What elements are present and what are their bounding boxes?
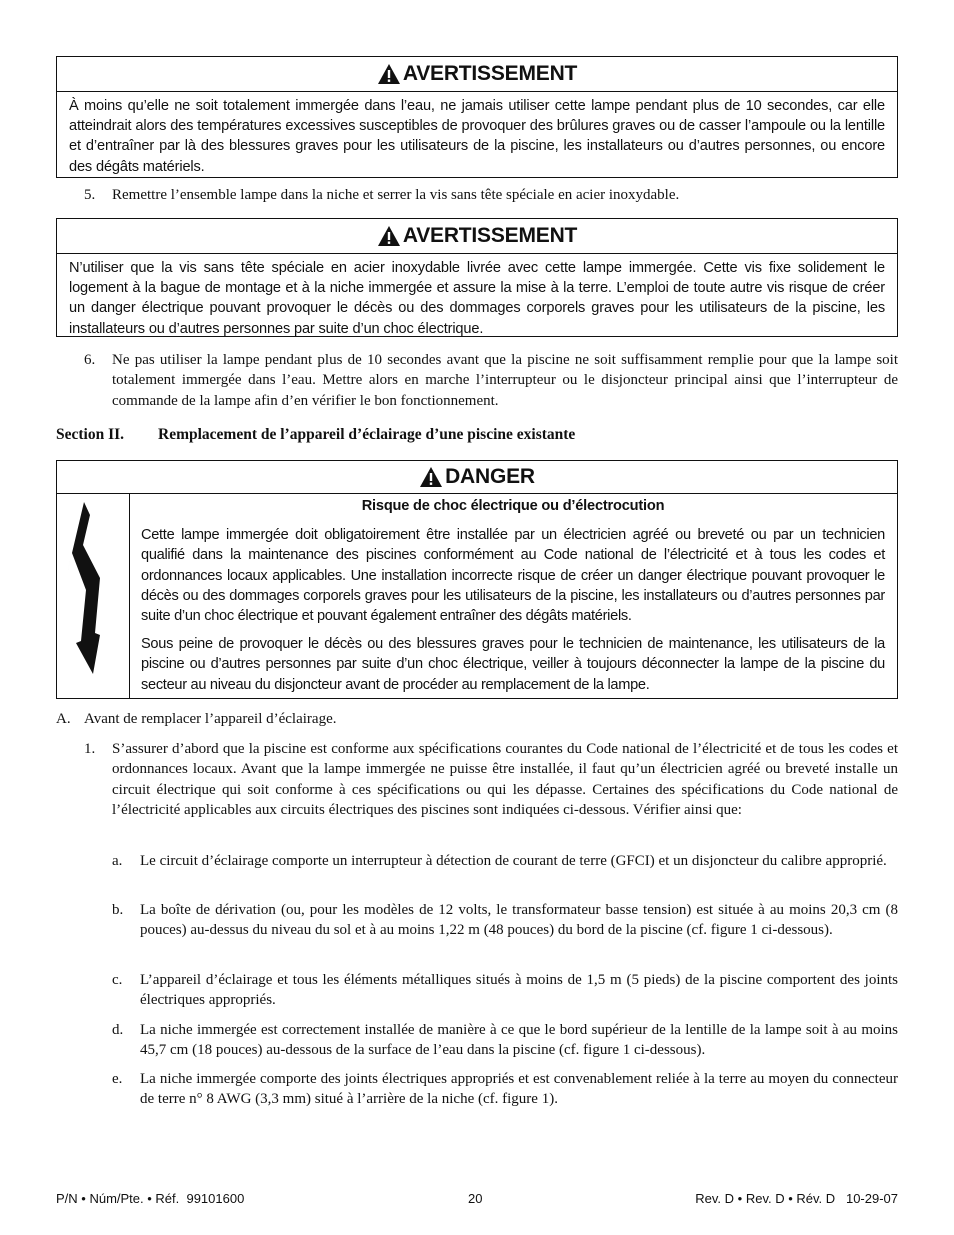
- step-5-text: Remettre l’ensemble lampe dans la niche et serrer la vis sans tête spéciale en acier inoxydable.: [112, 187, 680, 203]
- subitem-label: d.: [112, 1022, 124, 1038]
- danger-paragraph-2: Sous peine de provoquer le décès ou des blessures graves pour le technicien de maintenance, les utilisateurs de la piscine ou d’autres personnes par suite d’un choc électrique, veiller à toujours déconnecter la lampe de la piscine du secteur au niveau du disjoncteur avant de procéder au remplacement de la lampe.: [141, 636, 885, 693]
- subitem-text: L’appareil d’éclairage et tous les éléments métalliques situés à moins de 1,5 m (5 pieds) de la piscine comportent des joints électriques appropriés.: [140, 972, 898, 1009]
- warning-header: [57, 219, 897, 254]
- footer-page-number: 20: [468, 1191, 483, 1206]
- danger-content: [130, 493, 897, 698]
- subitem-label: a.: [112, 853, 123, 869]
- item-a-label: A.: [56, 711, 71, 727]
- subitem-label: b.: [112, 902, 124, 918]
- warning-triangle-icon: [377, 63, 401, 85]
- warning-title: AVERTISSEMENT: [402, 62, 578, 85]
- danger-box: [56, 460, 898, 699]
- danger-paragraph-1: Cette lampe immergée doit obligatoirement être installée par un électricien agréé ou breveté ou par un technicien qualifié dans la maintenance des piscines conformément au Code national de l’électricité et à tous les codes et ordonnances locaux applicables. Une installation incorrecte risque de créer un danger électrique pouvant provoquer le décès ou des dommages corporels graves pour les utilisateurs de la piscine, les installateurs ou d’autres personnes par suite d’un choc électrique et pouvant également entraîner des dégâts matériels.: [141, 527, 885, 625]
- danger-header: [57, 461, 897, 494]
- item-a-text: Avant de remplacer l’appareil d’éclairage.: [84, 711, 337, 727]
- subitem-text: La niche immergée comporte des joints électriques appropriés et est convenablement reliée à la terre au moyen du connecteur de terre n° 8 AWG (3,3 mm) situé à l’arrière de la niche (cf. figure 1).: [140, 1071, 898, 1108]
- warning-box-1: [56, 56, 898, 178]
- section-label: Section II.: [56, 426, 125, 443]
- subitem-label: e.: [112, 1071, 123, 1087]
- warning-header: [57, 57, 897, 92]
- step-6-number: 6.: [84, 352, 96, 368]
- subitem-text: Le circuit d’éclairage comporte un interrupteur à détection de courant de terre (GFCI) et un disjoncteur du calibre approprié.: [140, 853, 887, 869]
- step-1-number: 1.: [84, 741, 96, 757]
- subitem-text: La boîte de dérivation (ou, pour les modèles de 12 volts, le transformateur basse tension) est située à au moins 20,3 cm (8 pouces) au-dessus du niveau du sol et à au moins 1,22 m (48 pouces) du bord de la piscine (cf. figure 1 ci-dessous).: [140, 902, 898, 939]
- footer-part-number: P/N • Núm/Pte. • Réf. 99101600: [56, 1191, 245, 1206]
- warning-box-2: [56, 218, 898, 337]
- warning-title: AVERTISSEMENT: [402, 224, 578, 247]
- warning-text: À moins qu’elle ne soit totalement immergée dans l’eau, ne jamais utiliser cette lampe pendant plus de 10 secondes, car elle atteindrait alors des températures excessives susceptibles de provoquer des brûlures graves ou de casser l’ampoule ou la lentille et d’entraîner par là des blessures graves pour les utilisateurs de la piscine, les installateurs ou d’autres personnes, ou encore des dégâts matériels.: [69, 98, 885, 175]
- subitem-label: c.: [112, 972, 123, 988]
- section-title: Remplacement de l’appareil d’éclairage d’une piscine existante: [158, 426, 576, 443]
- step-6-text: Ne pas utiliser la lampe pendant plus de 10 secondes avant que la piscine ne soit suffisamment remplie pour que la lampe soit totalement immergée dans l’eau. Mettre alors en marche l’interrupteur ou le disjoncteur principal ainsi que l’interrupteur de commande de la lampe afin d’en vérifier le bon fonctionnement.: [112, 352, 898, 409]
- warning-triangle-icon: [419, 466, 443, 488]
- warning-text: N’utiliser que la vis sans tête spéciale en acier inoxydable livrée avec cette lampe immergée. Cette vis fixe solidement le logement à la bague de montage et à la niche immergée et assure la mise à la terre. L’emploi de toute autre vis risque de créer un danger électrique pouvant provoquer le décès ou des dommages corporels graves pour les utilisateurs de la piscine, les installateurs ou d’autres personnes par suite d’un choc électrique.: [69, 260, 885, 337]
- footer-revision: Rev. D • Rev. D • Rév. D 10-29-07: [695, 1191, 898, 1206]
- step-5-number: 5.: [84, 187, 96, 203]
- lightning-bolt-icon: [57, 493, 129, 698]
- subitem-text: La niche immergée est correctement installée de manière à ce que le bord supérieur de la lentille de la lampe soit à au moins 45,7 cm (18 pouces) au-dessous de la surface de l’eau dans la piscine (cf. figure 1 ci-dessous).: [140, 1022, 898, 1059]
- danger-icon-cell: [57, 493, 130, 698]
- danger-subtitle: Risque de choc électrique ou d’électrocution: [361, 498, 665, 514]
- warning-triangle-icon: [377, 225, 401, 247]
- step-1-text: S’assurer d’abord que la piscine est conforme aux spécifications courantes du Code national de l’électricité et de tous les codes et ordonnances locaux. Avant que la lampe immergée ne puisse être installée, il faut qu’un électricien agréé ou breveté installe un circuit électrique qui soit conforme à ces spécifications ou qui les dépasse. Certaines des spécifications du Code national de l’électricité applicables aux circuits électriques des piscines sont indiquées ci-dessous. Vérifier ainsi que:: [112, 741, 898, 819]
- danger-title: DANGER: [445, 465, 535, 488]
